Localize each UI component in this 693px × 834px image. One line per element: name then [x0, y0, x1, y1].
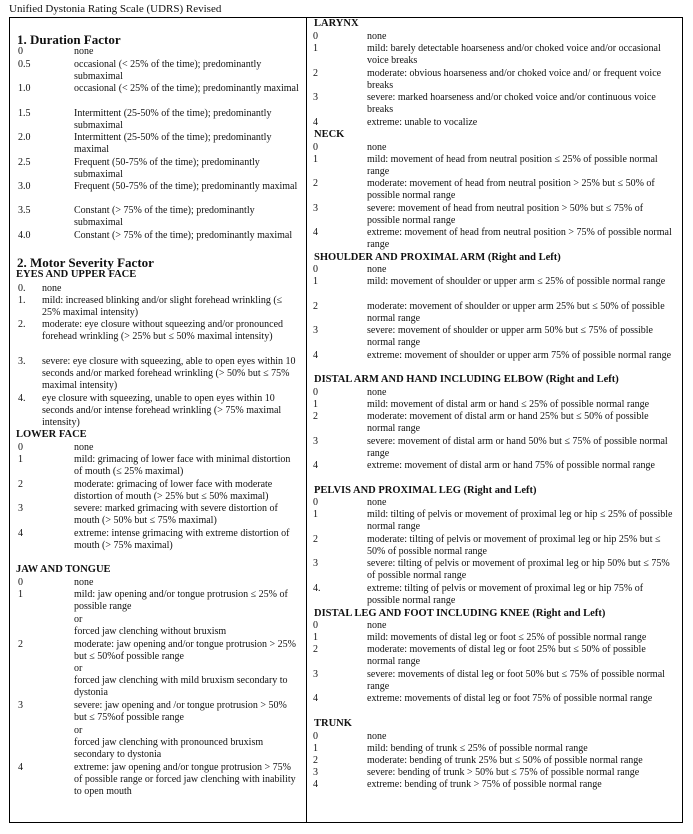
- subsection-heading: LOWER FACE: [16, 429, 87, 440]
- score-description: severe: bending of trunk > 50% but ≤ 75% of possible normal range: [367, 767, 640, 778]
- score-description: extreme: unable to vocalize: [367, 117, 478, 128]
- score-value: 1.: [18, 295, 26, 306]
- score-description: severe: jaw opening and /or tongue protrusion > 50% but ≤ 75%of possible range: [74, 700, 287, 723]
- score-value: 0: [313, 620, 318, 631]
- score-description: mild: movement of head from neutral position ≤ 25% of possible normal range: [367, 154, 658, 177]
- score-description: moderate: tilting of pelvis or movement of proximal leg or hip 25% but ≤ 50% of possible normal range: [367, 534, 661, 557]
- score-description: moderate: movements of distal leg or foot 25% but ≤ 50% of possible normal range: [367, 644, 646, 667]
- score-description: extreme: movement of shoulder or upper arm 75% of possible normal range: [367, 350, 672, 361]
- score-value: 4.: [18, 393, 26, 404]
- score-description: none: [367, 731, 387, 742]
- score-description: extreme: tilting of pelvis or movement of proximal leg or hip 75% of possible normal range: [367, 583, 644, 606]
- score-value: 3: [313, 669, 318, 680]
- score-description: none: [367, 31, 387, 42]
- subsection-heading: PELVIS AND PROXIMAL LEG (Right and Left): [314, 485, 537, 496]
- score-description: Constant (> 75% of the time); predominantly submaximal: [74, 205, 255, 228]
- score-description: or: [74, 663, 83, 674]
- score-value: 3: [313, 92, 318, 103]
- score-value: 1: [313, 276, 318, 287]
- score-description: mild: grimacing of lower face with minimal distortion of mouth (≤ 25% maximal): [74, 454, 291, 477]
- score-description: extreme: movements of distal leg or foot 75% of possible normal range: [367, 693, 653, 704]
- subsection-heading: SHOULDER AND PROXIMAL ARM (Right and Left): [314, 252, 561, 263]
- score-description: moderate: jaw opening and/or tongue protrusion > 25% but ≤ 50%of possible range: [74, 639, 296, 662]
- scale-item: [18, 393, 301, 433]
- score-description: Intermittent (25-50% of the time); predominantly maximal: [74, 132, 272, 155]
- score-description: forced jaw clenching with pronounced bruxism secondary to dystonia: [74, 737, 264, 760]
- score-value: 4: [313, 117, 318, 128]
- score-value: 2: [18, 479, 23, 490]
- score-value: 0: [313, 31, 318, 42]
- score-value: 1: [313, 399, 318, 410]
- score-description: extreme: bending of trunk > 75% of possible normal range: [367, 779, 602, 790]
- score-value: 2: [313, 178, 318, 189]
- score-value: 4: [18, 762, 23, 773]
- subsection-heading: JAW AND TONGUE: [16, 564, 111, 575]
- scale-item: [18, 356, 301, 396]
- score-description: none: [367, 142, 387, 153]
- score-description: or: [74, 614, 83, 625]
- score-value: 2: [313, 68, 318, 79]
- score-value: 0: [313, 497, 318, 508]
- score-value: 3: [18, 503, 23, 514]
- score-description: moderate: movement of distal arm or hand 25% but ≤ 50% of possible normal range: [367, 411, 649, 434]
- score-value: 1: [18, 454, 23, 465]
- score-value: 3.: [18, 356, 26, 367]
- score-value: 1: [18, 589, 23, 600]
- subsection-heading: EYES AND UPPER FACE: [16, 269, 137, 280]
- score-description: Frequent (50-75% of the time); predominantly submaximal: [74, 157, 260, 180]
- score-description: severe: movement of shoulder or upper arm 50% but ≤ 75% of possible normal range: [367, 325, 653, 348]
- score-description: mild: jaw opening and/or tongue protrusion ≤ 25% of possible range: [74, 589, 288, 612]
- score-value: 2: [313, 411, 318, 422]
- score-description: none: [74, 577, 94, 588]
- score-description: Frequent (50-75% of the time); predominantly maximal: [74, 181, 298, 192]
- score-value: 3: [18, 700, 23, 711]
- score-value: 1.5: [18, 108, 31, 119]
- score-description: forced jaw clenching with mild bruxism secondary to dystonia: [74, 675, 288, 698]
- score-value: 0.: [18, 283, 26, 294]
- scale-item: [313, 693, 676, 733]
- score-description: none: [74, 46, 94, 57]
- score-value: 3: [313, 325, 318, 336]
- score-description: or: [74, 725, 83, 736]
- score-description: severe: movements of distal leg or foot 50% but ≤ 75% of possible normal range: [367, 669, 665, 692]
- score-description: none: [74, 442, 94, 453]
- score-value: 2: [18, 639, 23, 650]
- subsection-heading: LARYNX: [314, 18, 359, 29]
- score-value: 3: [313, 203, 318, 214]
- score-description: extreme: intense grimacing with extreme distortion of mouth (> 75% maximal): [74, 528, 290, 551]
- score-description: eye closure with squeezing, unable to open eyes within 10 seconds and/or intense forehead wrinkling (> 75% maximal intensity): [42, 393, 282, 428]
- score-value: 0.5: [18, 59, 31, 70]
- score-value: 1: [313, 509, 318, 520]
- score-description: moderate: movement of head from neutral position > 25% but ≤ 50% of possible normal range: [367, 178, 655, 201]
- score-value: 2.0: [18, 132, 31, 143]
- score-value: 4.0: [18, 230, 31, 241]
- score-value: 2: [313, 301, 318, 312]
- score-description: extreme: movement of head from neutral position > 75% of possible normal range: [367, 227, 672, 250]
- score-value: 0: [313, 387, 318, 398]
- score-value: 1: [313, 43, 318, 54]
- score-description: severe: movement of distal arm or hand 50% but ≤ 75% of possible normal range: [367, 436, 668, 459]
- score-value: 3.5: [18, 205, 31, 216]
- score-description: none: [42, 283, 62, 294]
- score-value: 3: [313, 558, 318, 569]
- score-value: 1: [313, 743, 318, 754]
- score-description: moderate: grimacing of lower face with moderate distortion of mouth (> 25% but ≤ 50% maximal): [74, 479, 273, 502]
- score-description: extreme: movement of distal arm or hand 75% of possible normal range: [367, 460, 655, 471]
- score-value: 2: [313, 534, 318, 545]
- score-description: none: [367, 264, 387, 275]
- score-description: severe: marked grimacing with severe distortion of mouth (> 50% but ≤ 75% maximal): [74, 503, 278, 526]
- score-description: severe: tilting of pelvis or movement of proximal leg or hip 50% but ≤ 75% of possible normal range: [367, 558, 670, 581]
- column-divider: [306, 17, 307, 823]
- score-value: 1: [313, 154, 318, 165]
- score-description: severe: movement of head from neutral position > 50% but ≤ 75% of possible normal range: [367, 203, 644, 226]
- score-value: 4: [313, 779, 318, 790]
- score-value: 0: [313, 731, 318, 742]
- scale-item: [18, 528, 301, 568]
- score-value: 1: [313, 632, 318, 643]
- score-description: none: [367, 620, 387, 631]
- score-description: moderate: bending of trunk 25% but ≤ 50% of possible normal range: [367, 755, 643, 766]
- score-description: Intermittent (25-50% of the time); predominantly submaximal: [74, 108, 272, 131]
- page-title: Unified Dystonia Rating Scale (UDRS) Revised: [9, 3, 222, 15]
- score-description: forced jaw clenching without bruxism: [74, 626, 227, 637]
- score-description: severe: marked hoarseness and/or choked voice and/or continuous voice breaks: [367, 92, 656, 115]
- score-description: moderate: obvious hoarseness and/or choked voice and/ or frequent voice breaks: [367, 68, 662, 91]
- subsection-heading: TRUNK: [314, 718, 352, 729]
- score-description: occasional (< 25% of the time); predominantly maximal: [74, 83, 299, 94]
- score-value: 3.0: [18, 181, 31, 192]
- section-title: 2. Motor Severity Factor: [17, 255, 154, 270]
- score-value: 4: [313, 460, 318, 471]
- score-value: 0: [18, 442, 23, 453]
- score-description: mild: movement of distal arm or hand ≤ 25% of possible normal range: [367, 399, 650, 410]
- score-value: 4: [313, 227, 318, 238]
- score-description: mild: movements of distal leg or foot ≤ 25% of possible normal range: [367, 632, 647, 643]
- subsection-heading: DISTAL ARM AND HAND INCLUDING ELBOW (Right and Left): [314, 374, 619, 385]
- score-description: Constant (> 75% of the time); predominantly maximal: [74, 230, 293, 241]
- score-value: 4: [313, 693, 318, 704]
- score-description: occasional (< 25% of the time); predominantly submaximal: [74, 59, 262, 82]
- score-value: 2: [313, 644, 318, 655]
- score-description: mild: tilting of pelvis or movement of proximal leg or hip ≤ 25% of possible normal range: [367, 509, 673, 532]
- score-value: 0: [313, 142, 318, 153]
- score-value: 2: [313, 755, 318, 766]
- score-description: severe: eye closure with squeezing, able to open eyes within 10 seconds and/or marked forehead wrinkling (> 50% but ≤ 75% maximal intensity): [42, 356, 296, 391]
- score-value: 1.0: [18, 83, 31, 94]
- score-value: 2.: [18, 319, 26, 330]
- score-value: 0: [18, 577, 23, 588]
- scale-item: [313, 779, 676, 819]
- subsection-heading: NECK: [314, 129, 345, 140]
- score-description: moderate: movement of shoulder or upper arm 25% but ≤ 50% of possible normal range: [367, 301, 665, 324]
- score-description: extreme: jaw opening and/or tongue protrusion > 75% of possible range or forced jaw clenching with inability to open mouth: [74, 762, 296, 797]
- score-description: none: [367, 497, 387, 508]
- score-description: mild: barely detectable hoarseness and/or choked voice and/or occasional voice breaks: [367, 43, 661, 66]
- score-value: 0: [313, 264, 318, 275]
- score-description: moderate: eye closure without squeezing and/or pronounced forehead wrinkling (> 25% but ≤ 50% maximal intensity): [42, 319, 284, 342]
- score-value: 3: [313, 436, 318, 447]
- score-value: 4: [18, 528, 23, 539]
- score-description: mild: bending of trunk ≤ 25% of possible normal range: [367, 743, 588, 754]
- score-description: none: [367, 387, 387, 398]
- score-description: mild: movement of shoulder or upper arm ≤ 25% of possible normal range: [367, 276, 666, 287]
- score-value: 4: [313, 350, 318, 361]
- score-value: 2.5: [18, 157, 31, 168]
- score-value: 4.: [313, 583, 321, 594]
- section-title: 1. Duration Factor: [17, 32, 121, 47]
- scale-item: [18, 762, 301, 802]
- subsection-heading: DISTAL LEG AND FOOT INCLUDING KNEE (Right and Left): [314, 608, 606, 619]
- score-value: 3: [313, 767, 318, 778]
- scale-item: [18, 319, 301, 359]
- score-value: 0: [18, 46, 23, 57]
- score-description: mild: increased blinking and/or slight forehead wrinkling (≤ 25% maximal intensity): [42, 295, 283, 318]
